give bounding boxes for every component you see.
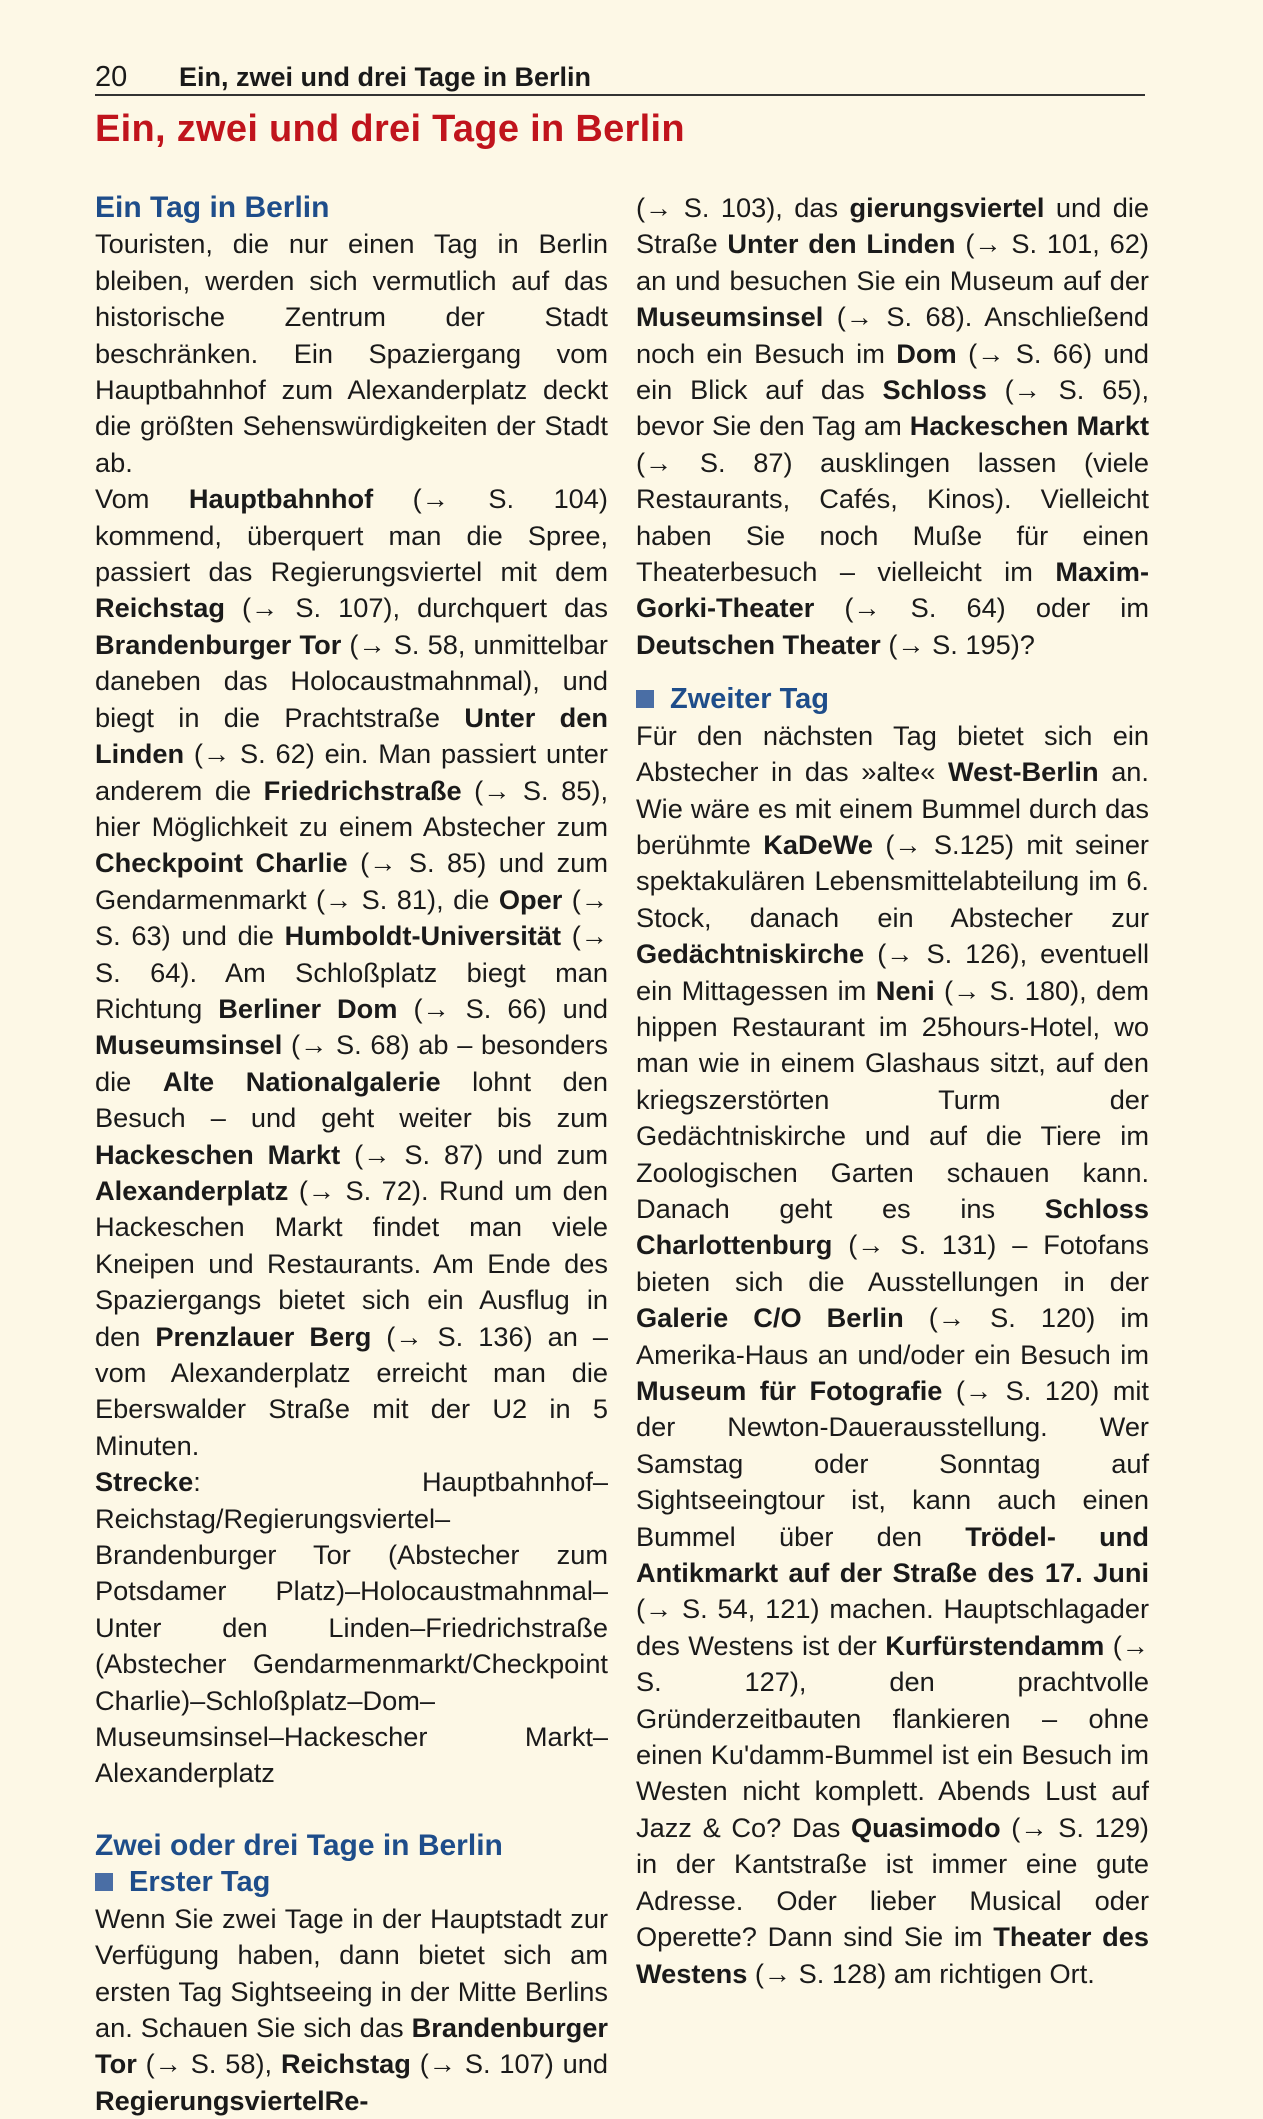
text-run: (→ S. 107), durchquert das	[224, 592, 608, 624]
text-run: (→ S. 68). Anschließend noch ein Besuch im	[636, 301, 1149, 369]
day2-text	[636, 718, 1149, 1992]
bold-term: Deutschen Theater	[636, 628, 881, 660]
text-run: (→ S. 65), bevor Sie den Tag am	[636, 374, 1150, 442]
day1-heading: Erster Tag	[129, 1866, 271, 1899]
text-run: (→ S. 66) und	[397, 992, 608, 1024]
text-run: (→ S. 87) und zum	[340, 1138, 608, 1170]
text-run: (→ S. 120) mit der Newton-Dauerausstellung. Wer Samstag oder Sonntag auf Sightseeingtour ist, kann auch einen Bummel über den	[636, 1375, 1149, 1552]
bold-term: Dom	[896, 337, 957, 369]
text-run: (→ S. 72). Rund um den Hackeschen Markt findet man viele Kneipen und Restaurants. Am Ende des Spaziergangs bietet sich ein Ausflug in den	[95, 1174, 608, 1352]
text-run: lohnt den Besuch – und geht weiter bis zum	[95, 1065, 608, 1134]
column-right	[636, 190, 1149, 1992]
bold-term: Museumsinsel	[95, 1029, 283, 1061]
text-run: (→ S. 101, 62) an und besuchen Sie ein Museum auf der	[636, 228, 1149, 296]
text-run: und die Straße	[636, 192, 1149, 260]
bold-term: Quasimodo	[851, 1811, 1001, 1843]
bold-term: Galerie C/O Berlin	[636, 1302, 904, 1334]
one-day-walk	[95, 481, 608, 1464]
bold-term: Museum für Fotografie	[636, 1375, 943, 1406]
running-title: Ein, zwei und drei Tage in Berlin	[179, 62, 592, 92]
section-heading-one-day: Ein Tag in Berlin	[95, 191, 330, 224]
bold-term: Theater des Westens	[636, 1921, 1149, 1989]
bold-term: gierungsviertel	[849, 192, 1045, 223]
text-run: (→ S. 128) am richtigen Ort.	[747, 1957, 1095, 1989]
bold-term: Trödel- und Antikmarkt auf der Straße des 17. Juni	[636, 1520, 1149, 1589]
text-run: Vom	[95, 483, 189, 515]
text-run: (→ S. 66) und ein Blick auf das	[636, 337, 1149, 406]
bold-term: Friedrichstraße	[263, 774, 462, 806]
text-run: (→ S. 62) ein. Man passiert unter anderem die	[95, 738, 608, 806]
bold-term: Gedächtniskirche	[636, 938, 865, 970]
bold-term: Museumsinsel	[636, 301, 824, 333]
bold-term: Brandenburger Tor	[95, 2011, 608, 2080]
text-run: (→ S. 126), eventuell ein Mittagessen im	[636, 938, 1149, 1006]
text-run: (→ S. 103), das	[636, 192, 850, 223]
text-run: (→ S. 58, unmittelbar daneben das Holocaustmahnmal), und biegt in die Prachtstraße	[95, 628, 608, 733]
text-run: (→ S.125) mit seiner spektakulären Lebensmittelabteilung im 6. Stock, danach ein Abstecher zur	[636, 828, 1149, 933]
text-run: an. Wie wäre es mit einem Bummel durch das berühmte	[636, 756, 1149, 860]
bold-term: Reichstag	[280, 2048, 411, 2080]
text-run: (→ S. 68) ab – besonders die	[95, 1029, 608, 1097]
text-run: (→ S. 120) im Amerika-Haus an und/oder ein Besuch im	[636, 1302, 1150, 1370]
bold-term: Schloss Charlottenburg	[636, 1192, 1149, 1261]
bold-term: Alte Nationalgalerie	[162, 1065, 441, 1097]
square-bullet-icon	[95, 1873, 113, 1891]
bold-term: Brandenburger Tor	[95, 628, 342, 660]
bold-term: Checkpoint Charlie	[95, 847, 348, 879]
text-run: (→ S. 63) und die	[95, 883, 609, 952]
text-run: (→ S. 64). Am Schloßplatz biegt man Richtung	[95, 920, 608, 1024]
text-run: (→ S. 64) oder im	[814, 592, 1149, 624]
one-day-intro: Touristen, die nur einen Tag in Berlin bleiben, werden sich vermutlich auf das historische Zentrum der Stadt beschränken. Ein Spaziergang vom Hauptbahnhof zum Alexanderplatz deckt die größten Sehenswürdigkeiten der Stadt ab.	[95, 228, 608, 478]
bold-term: Regierungsviertel	[95, 2084, 325, 2116]
bold-term: Hackeschen Markt	[909, 410, 1149, 442]
column-left	[95, 190, 608, 2119]
section-heading-multi-day: Zwei oder drei Tage in Berlin	[95, 1828, 503, 1862]
text-run: (→ S. 136) an – vom Alexanderplatz erreicht man die Eberswalder Straße mit der U2 in 5 Minuten.	[95, 1320, 608, 1461]
bold-term: Oper	[498, 883, 563, 915]
bold-term: Berliner Dom	[218, 992, 398, 1024]
route-label: Strecke	[95, 1466, 194, 1498]
bold-term: Neni	[875, 974, 935, 1006]
bold-term: Re-	[324, 2084, 369, 2116]
text-run: (→ S. 129) in der Kantstraße ist immer eine gute Adresse. Oder lieber Musical oder Operette? Dann sind Sie im	[636, 1811, 1149, 1953]
bold-term: Hauptbahnhof	[188, 483, 374, 515]
day1-text-continued	[636, 190, 1149, 663]
day1-text	[95, 1901, 608, 2119]
text-run: (→ S. 131) – Fotofans bieten sich die Ausstellungen in der	[636, 1229, 1149, 1297]
bold-term: Prenzlauer Berg	[155, 1320, 372, 1352]
bold-term: Schloss	[882, 374, 987, 406]
subheading-day1	[95, 1864, 608, 1900]
text-run: Wenn Sie zwei Tage in der Hauptstadt zur Verfügung haben, dann bietet sich am ersten Tag Sightseeing in der Mitte Berlins an. Schauen Sie sich das	[95, 1902, 608, 2043]
text-run: (→ S. 54, 121) machen. Hauptschlagader des Westens ist der	[636, 1593, 1149, 1661]
text-run: (→ S. 58),	[136, 2048, 281, 2080]
bold-term: Alexanderplatz	[95, 1174, 289, 1206]
bold-term: Unter den Linden	[95, 701, 608, 770]
text-run: (→ S. 87) ausklingen lassen (viele Restaurants, Cafés, Kinos). Vielleicht haben Sie noch Muße für einen Theaterbesuch – vielleicht im	[636, 446, 1149, 588]
text-run: (→ S. 104) kommend, überquert man die Spree, passiert das Regierungsviertel mit dem	[95, 483, 608, 588]
page-number: 20	[95, 61, 128, 93]
bold-term: Reichstag	[95, 592, 225, 624]
text-run: (→ S. 85) und zum Gendarmenmarkt (→ S. 81), die	[95, 847, 608, 915]
bold-term: KaDeWe	[763, 828, 874, 860]
bold-term: West-Berlin	[947, 756, 1099, 788]
bold-term: Humboldt-Universität	[284, 920, 562, 952]
text-run: (→ S. 180), dem hippen Restaurant im 25hours-Hotel, wo man wie in einem Glashaus sitzt, auf den kriegszerstörten Turm der Gedächtniskirche und auf die Tiere im Zoologischen Garten schauen kann. Danach geht es ins	[636, 974, 1150, 1224]
page-title: Ein, zwei und drei Tage in Berlin	[95, 108, 685, 150]
text-run: Für den nächsten Tag bietet sich ein Abstecher in das »alte«	[636, 719, 1149, 788]
text-run: (→ S. 127), den prachtvolle Gründerzeitbauten flankieren – ohne einen Ku'damm-Bummel ist ein Besuch im Westen nicht komplett. Abends Lust auf Jazz & Co? Das	[636, 1629, 1149, 1843]
running-header	[95, 60, 1145, 96]
route-text: : Hauptbahnhof–Reichstag/Regierungsviertel–Brandenburger Tor (Abstecher zum Potsdamer Platz)–Holocaustmahnmal–Unter den Linden–Friedrichstraße (Abstecher Gendarmenmarkt/Checkpoint Charlie)–Schloßplatz–Dom–Museumsinsel–Hackescher Markt–Alexanderplatz	[95, 1466, 608, 1789]
bold-term: Kurfürstendamm	[885, 1629, 1105, 1661]
day2-heading: Zweiter Tag	[670, 683, 829, 716]
square-bullet-icon	[636, 690, 654, 708]
bold-term: Maxim-Gorki-Theater	[636, 556, 1149, 624]
text-run: (→ S. 85), hier Möglichkeit zu einem Abstecher zum	[95, 774, 608, 842]
text-run: (→ S. 107) und	[410, 2048, 608, 2080]
bold-term: Unter den Linden	[727, 228, 956, 260]
route-paragraph	[95, 1464, 608, 1792]
subheading-day2	[636, 681, 1149, 717]
bold-term: Hackeschen Markt	[95, 1138, 341, 1170]
text-run: (→ S. 195)?	[880, 628, 1035, 660]
